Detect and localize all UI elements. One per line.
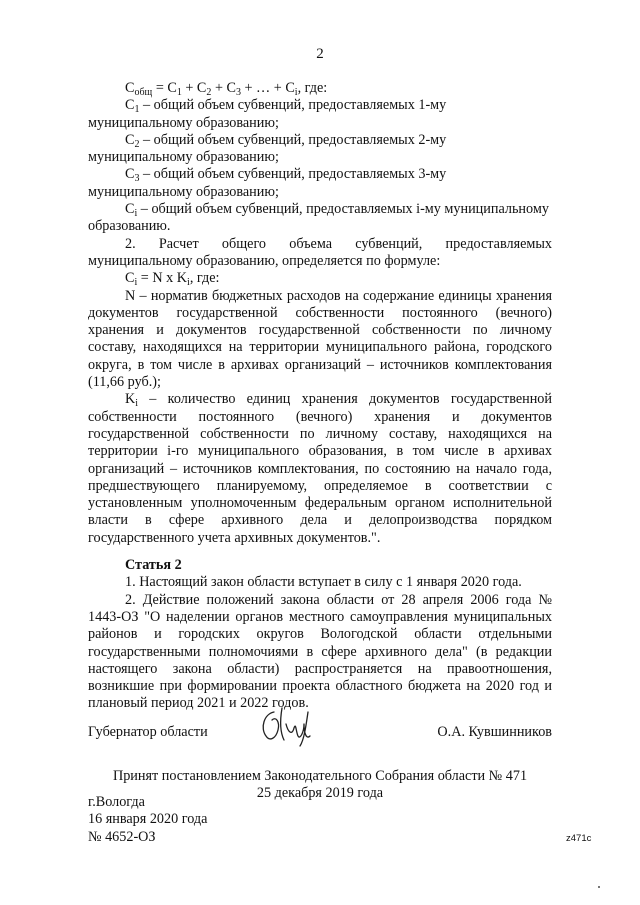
- document-body: [88, 80, 552, 713]
- law-number: № 4652-ОЗ: [88, 828, 156, 845]
- document-code: z471c: [566, 833, 592, 844]
- definition-n: N – норматив бюджетных расходов на содержание единицы хранения документов государственной собственности постоянного (вечного) хранения и документов государственной собственности по личному составу, находящихся на территории муниципального района, городского округа, в том числе в архивах организаций – источников комплектования (11,66 руб.);: [88, 287, 552, 391]
- page-number: 2: [316, 46, 324, 62]
- article-item-2: 2. Действие положений закона области от 28 апреля 2006 года № 1443-ОЗ "О наделении органов местного самоуправления муниципальных районов и городских округов Вологодской области отдельными государственными полномочиями в сфере архивного дела" (в редакции настоящего закона области) распространяется на правоотношения, возникшие при формировании проекта областного бюджета на 2020 год и плановый период 2021 и 2022 годов.: [88, 591, 552, 712]
- place-date-number: [88, 794, 207, 846]
- definition-c3: $С_3$ – общий объем субвенций, предоставляемых 3-му муниципальному образованию;: [88, 166, 447, 200]
- scan-mark: [598, 886, 600, 888]
- formula-ci: $С_i = N$ x $K_i$, где:: [125, 270, 220, 289]
- signing-date: 16 января 2020 года: [88, 811, 208, 828]
- definition-ki: $K_i$ – количество единиц хранения документов государственной собственности постоянного (вечного) хранения и документов государственной собственности по личному составу, находящихся на территории i-го муниципального образования, в том числе в архивах организаций – источников комплектования, по состоянию на начало года, предшествующего планируемому, определяемое в соответствии с установленным уполномоченным федеральным органом исполнительной власти в сфере архивного дела и делопроизводства порядком государственного учета архивных документов.".: [88, 391, 552, 546]
- article-item-1: 1. Настоящий закон области вступает в силу с 1 января 2020 года.: [125, 574, 522, 591]
- definition-c2: $С_2$ – общий объем субвенций, предоставляемых 2-му муниципальному образованию;: [88, 131, 447, 166]
- article-heading: Статья 2: [125, 557, 182, 574]
- definition-ci: $С_i$ – общий объем субвенций, предоставляемых i-му муниципальному образованию.: [88, 201, 549, 235]
- signer-title: Губернатор области: [88, 724, 208, 740]
- formula-total: $С_{общ} = С_1 + С_2 + С_3$ + … + $С_i$, где:: [125, 80, 328, 98]
- item-2: 2. Расчет общего объема субвенций, предоставляемых муниципальному образованию, определяется по формуле:: [88, 235, 552, 269]
- definition-c1: $С_1$ – общий объем субвенций, предоставляемых 1-му муниципальному образованию;: [88, 97, 447, 131]
- city: г.Вологда: [88, 794, 145, 810]
- adoption-note: Принят постановлением Законодательного Собрания области № 471 25 декабря 2019 года: [112, 768, 528, 802]
- signer-name: О.А. Кувшинников: [437, 724, 552, 740]
- handwritten-signature: [252, 702, 324, 748]
